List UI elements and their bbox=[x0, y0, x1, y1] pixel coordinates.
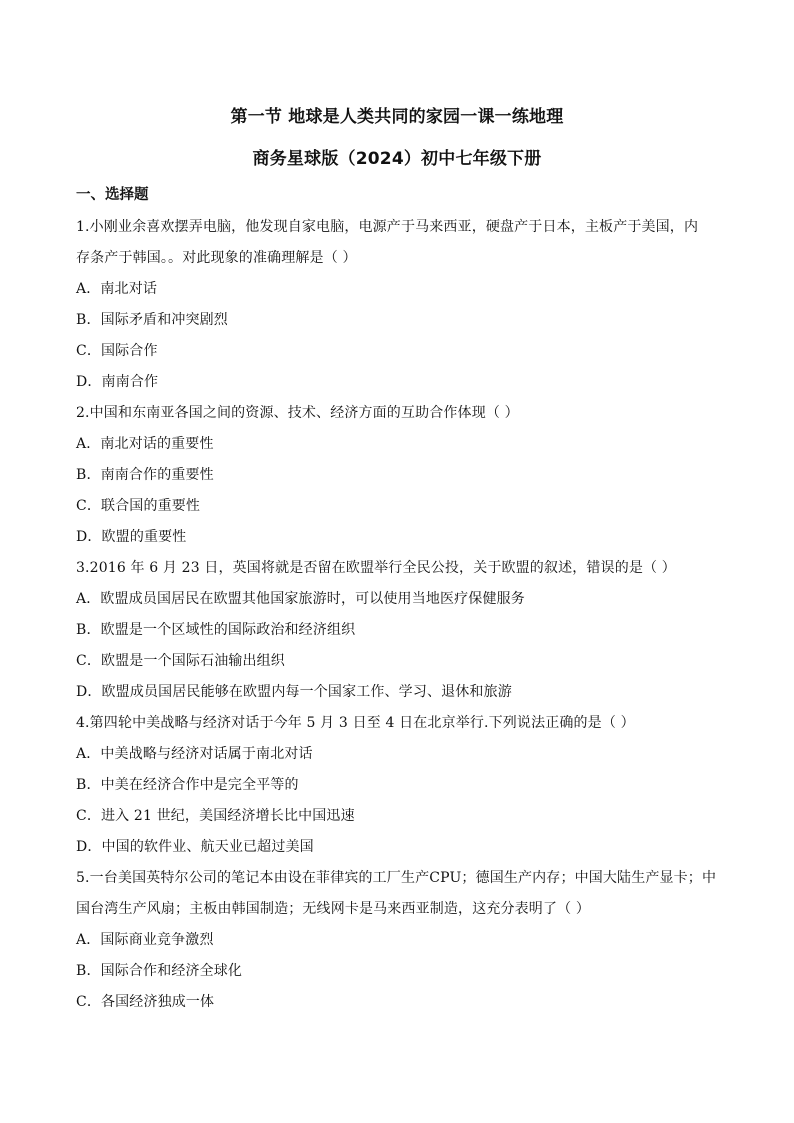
question-2-option-d: D．欧盟的重要性 bbox=[76, 529, 187, 545]
question-3-option-a: A．欧盟成员国居民在欧盟其他国家旅游时，可以使用当地医疗保健服务 bbox=[76, 591, 525, 607]
question-5-option-a: A．国际商业竞争激烈 bbox=[76, 932, 214, 948]
question-3-stem: 3.2016 年 6 月 23 日，英国将就是否留在欧盟举行全民公投，关于欧盟的叙述，错误的是（ ） bbox=[76, 560, 676, 576]
question-5-stem-line-1: 5.一台美国英特尔公司的笔记本由设在菲律宾的工厂生产CPU；德国生产内存；中国大陆生产显卡；中 bbox=[76, 870, 717, 886]
question-2-option-c: C．联合国的重要性 bbox=[76, 498, 201, 514]
question-2-option-b: B．南南合作的重要性 bbox=[76, 467, 214, 483]
question-1-stem-line-1: 1.小刚业余喜欢摆弄电脑，他发现自家电脑，电源产于马来西亚，硬盘产于日本，主板产于美国，内 bbox=[76, 219, 699, 235]
question-1-option-a: A．南北对话 bbox=[76, 281, 158, 297]
document-subtitle: 商务星球版（2024）初中七年级下册 bbox=[252, 149, 542, 169]
question-4-option-b: B．中美在经济合作中是完全平等的 bbox=[76, 777, 299, 793]
question-3-option-c: C．欧盟是一个国际石油输出组织 bbox=[76, 653, 285, 669]
question-3-option-b: B．欧盟是一个区域性的国际政治和经济组织 bbox=[76, 622, 356, 638]
question-1-option-d: D．南南合作 bbox=[76, 374, 159, 390]
question-4-option-c: C．进入 21 世纪，美国经济增长比中国迅速 bbox=[76, 808, 355, 824]
question-1-stem-line-2: 存条产于韩国。。对此现象的准确理解是（ ） bbox=[76, 250, 357, 266]
section-heading: 一、选择题 bbox=[76, 187, 149, 203]
question-5-option-b: B．国际合作和经济全球化 bbox=[76, 963, 243, 979]
question-5-stem-line-2: 国台湾生产风扇；主板由韩国制造；无线网卡是马来西亚制造，这充分表明了（ ） bbox=[76, 901, 590, 917]
question-list bbox=[76, 212, 724, 1018]
question-2-stem: 2.中国和东南亚各国之间的资源、技术、经济方面的互助合作体现（ ） bbox=[76, 405, 519, 421]
question-4-option-a: A．中美战略与经济对话属于南北对话 bbox=[76, 746, 313, 762]
question-4-option-d: D．中国的软件业、航天业已超过美国 bbox=[76, 839, 314, 855]
question-1-option-b: B．国际矛盾和冲突剧烈 bbox=[76, 312, 228, 328]
question-1-option-c: C．国际合作 bbox=[76, 343, 158, 359]
question-5-option-c: C．各国经济独成一体 bbox=[76, 994, 215, 1010]
question-3-option-d: D．欧盟成员国居民能够在欧盟内每一个国家工作、学习、退休和旅游 bbox=[76, 684, 512, 700]
question-4-stem: 4.第四轮中美战略与经济对话于今年 5 月 3 日至 4 日在北京举行.下列说法正确的是（ ） bbox=[76, 715, 635, 731]
question-2-option-a: A．南北对话的重要性 bbox=[76, 436, 214, 452]
document-title: 第一节 地球是人类共同的家园一课一练地理 bbox=[230, 107, 564, 127]
